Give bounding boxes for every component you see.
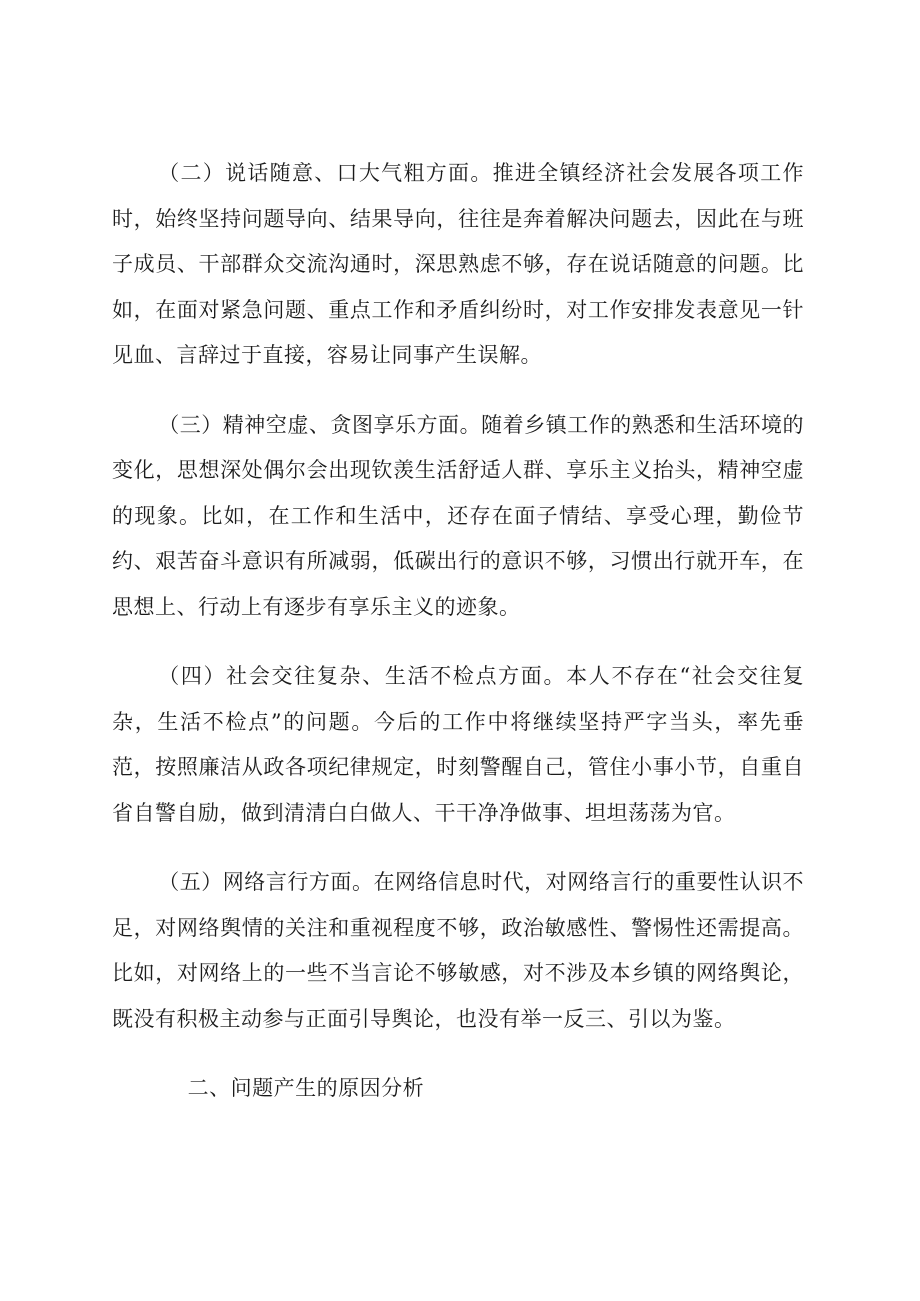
document-body <box>112 151 804 1112</box>
paragraph-spirit: （三）精神空虚、贪图享乐方面。随着乡镇工作的熟悉和生活环境的变化，思想深处偶尔会出现钦羡生活舒适人群、享乐主义抬头，精神空虚的现象。比如，在工作和生活中，还存在面子情结、享受心理，勤俭节约、艰苦奋斗意识有所减弱，低碳出行的意识不够，习惯出行就开车，在思想上、行动上有逐步有享乐主义的迹象。 <box>112 412 804 619</box>
section-heading: 二、问题产生的原因分析 <box>187 1076 425 1100</box>
paragraph-speech: （二）说话随意、口大气粗方面。推进全镇经济社会发展各项工作时，始终坚持问题导向、结果导向，往往是奔着解决问题去，因此在与班子成员、干部群众交流沟通时，深思熟虑不够，存在说话随意的问题。比如，在面对紧急问题、重点工作和矛盾纠纷时，对工作安排发表意见一针见血、言辞过于直接，容易让同事产生误解。 <box>112 161 804 367</box>
paragraph-social: （四）社会交往复杂、生活不检点方面。本人不存在“社会交往复杂，生活不检点”的问题。今后的工作中将继续坚持严字当头，率先垂范，按照廉洁从政各项纪律规定，时刻警醒自己，管住小事小节，自重自省自警自励，做到清清白白做人、干干净净做事、坦坦荡荡为官。 <box>112 664 804 825</box>
paragraph-network: （五）网络言行方面。在网络信息时代，对网络言行的重要性认识不足，对网络舆情的关注和重视程度不够，政治敏感性、警惕性还需提高。比如，对网络上的一些不当言论不够敏感，对不涉及本乡镇的网络舆论，既没有积极主动参与正面引导舆论，也没有举一反三、引以为鉴。 <box>112 870 804 1031</box>
